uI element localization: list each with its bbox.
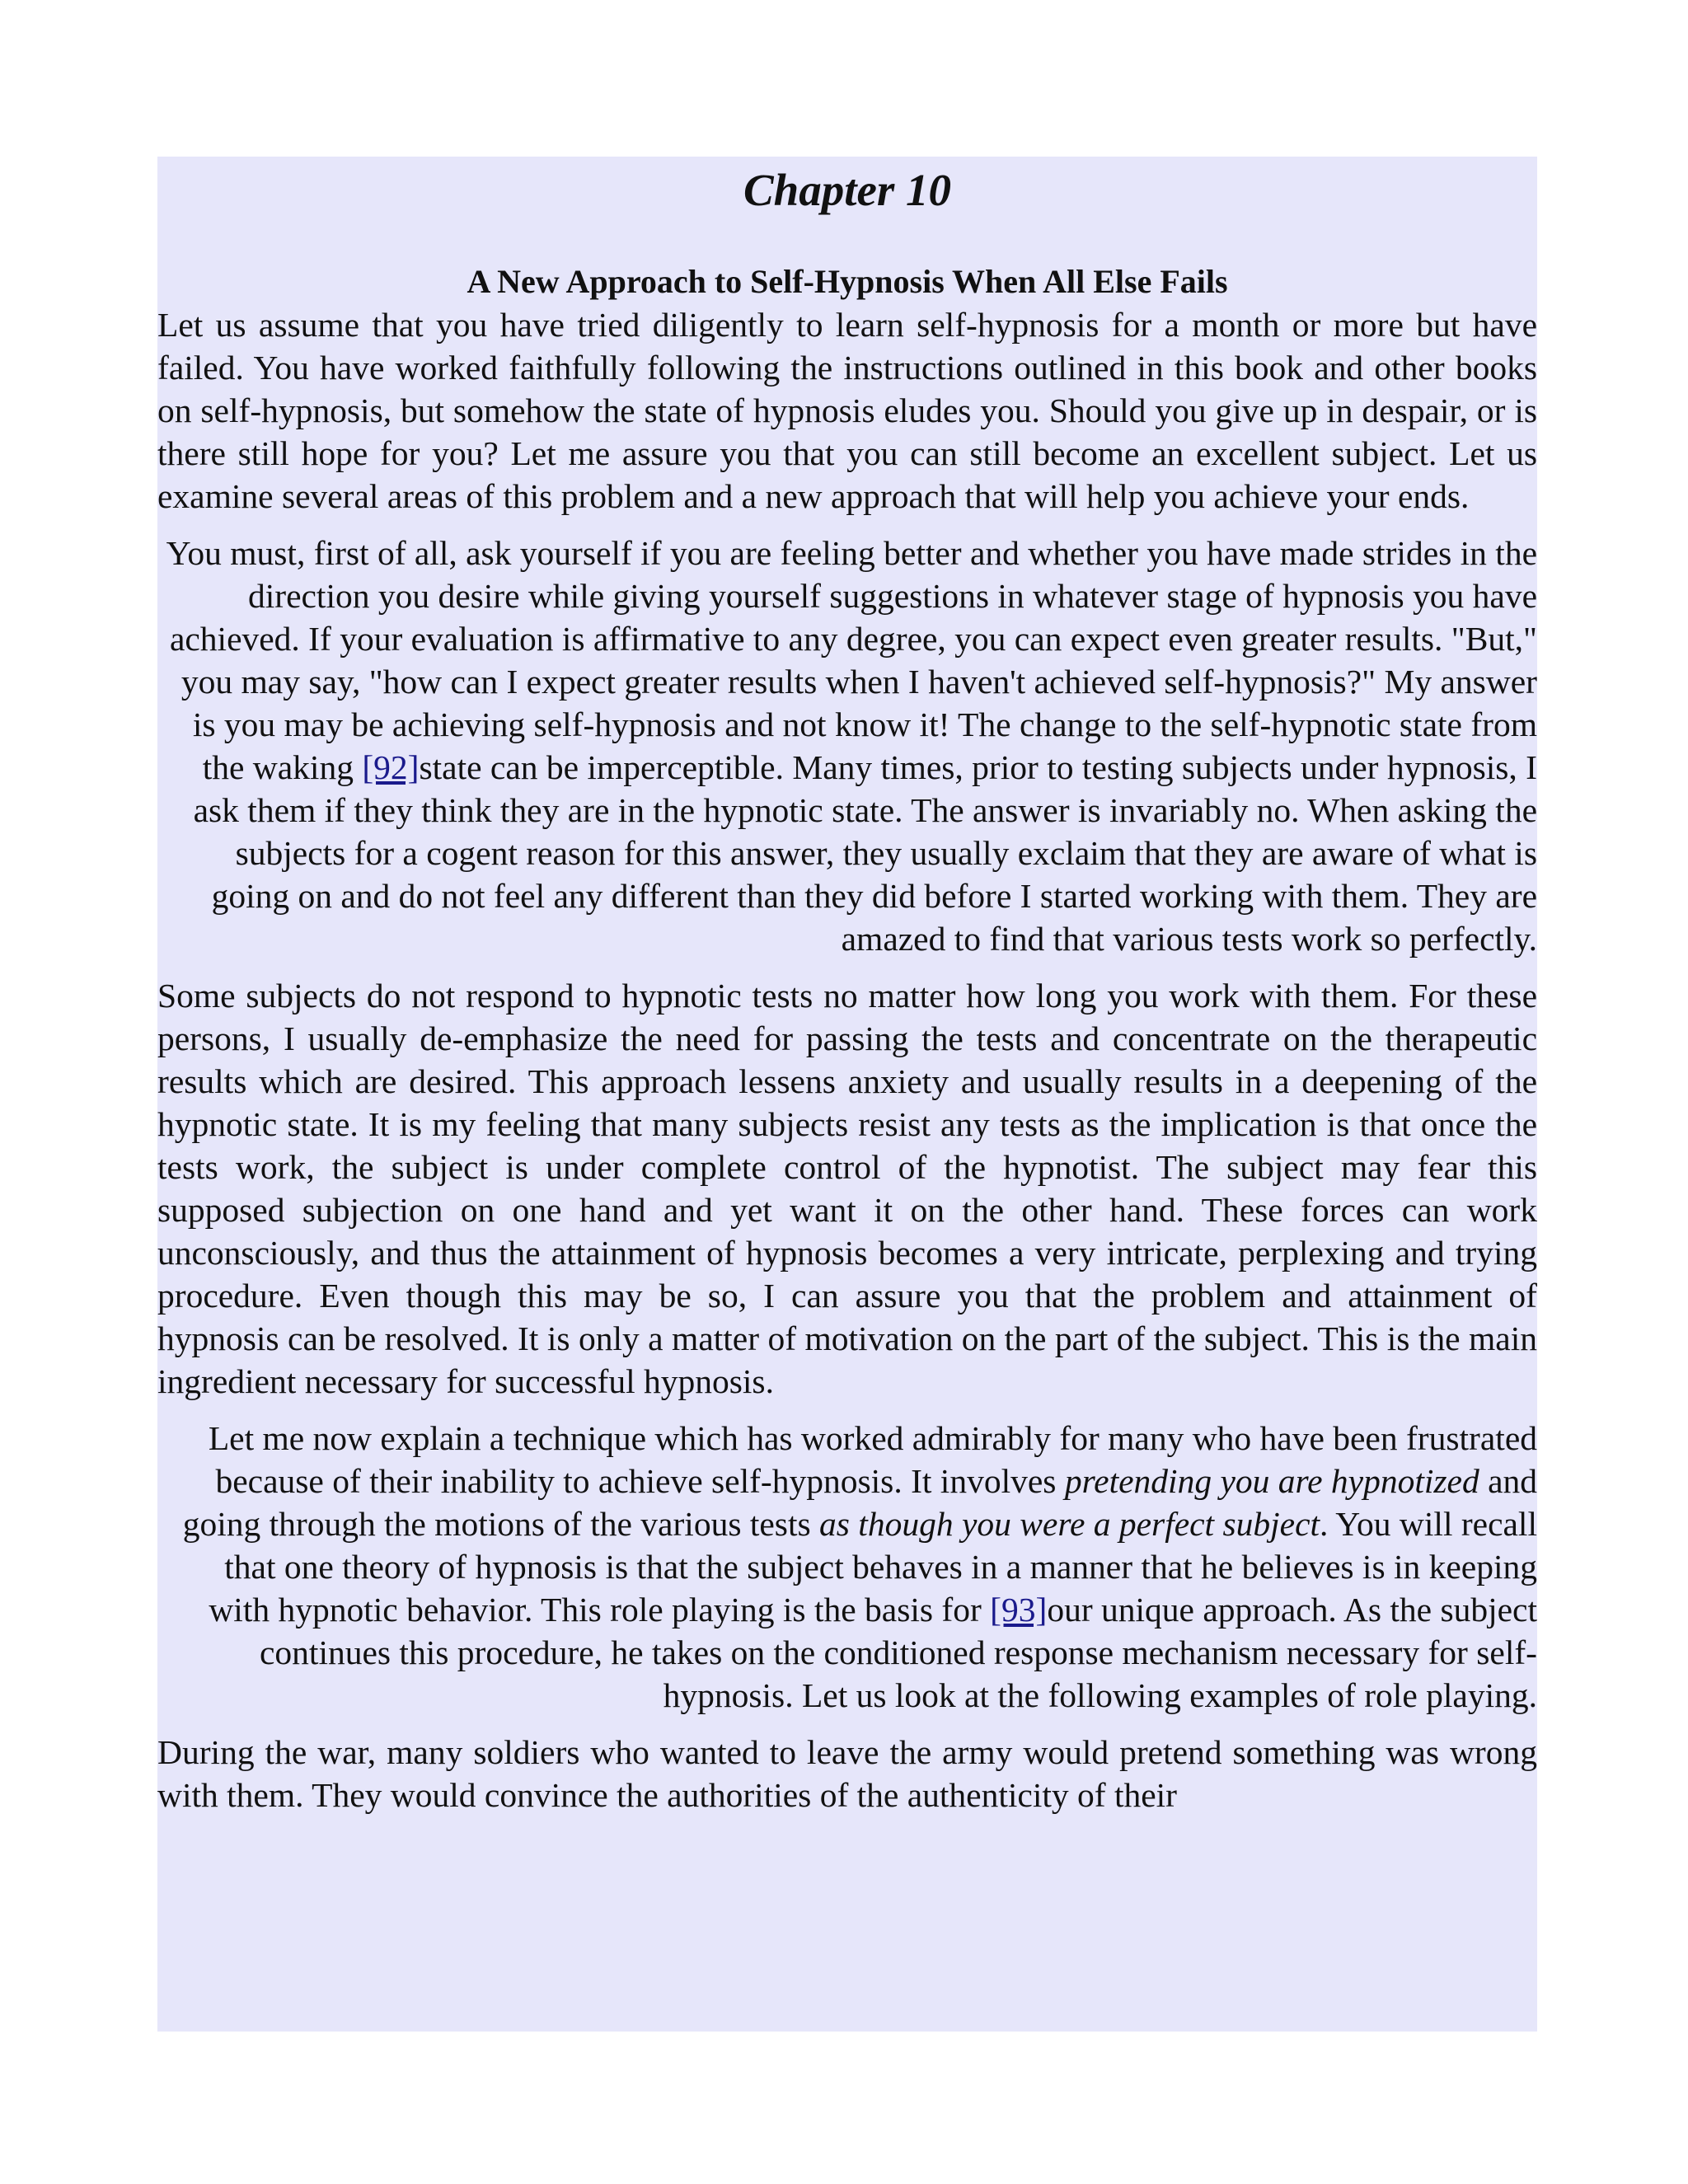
paragraph-4-emphasis-2: as though you were a perfect subject [819, 1505, 1320, 1543]
paragraph-2-text-a: You must, first of all, ask yourself if you are feeling better and whether you have made strides in the direction you desire while giving yourself suggestions in whatever stage of hypnosis you have achieved. If your evaluation is affirmative to any degree, you can expect even greater results. "But," you may say, "how can I expect greater results when I haven't achieved self-hypnosis?" My answer is you may be achieving self-hypnosis and not know it! The change to the self-hypnotic state from the waking [166, 534, 1537, 786]
paragraph-2-text-b: state can be imperceptible. Many times, prior to testing subjects under hypnosis, I ask them if they think they are in the hypnotic state. The answer is invariably no. When asking the subjects for a cogent reason for this answer, they usually exclaim that they are aware of what is going on and do not feel any different than they did before I started working with them. They are amazed to find that various tests work so perfectly. [193, 748, 1537, 958]
page-ref-92-link[interactable]: [92] [362, 748, 420, 786]
paragraph-3: Some subjects do not respond to hypnotic tests no matter how long you work with them. For these persons, I usually de-emphasize the need for passing the tests and concentrate on the therapeutic results which are desired. This approach lessens anxiety and usually results in a deepening of the hypnotic state. It is my feeling that many subjects resist any tests as the implication is that once the tests work, the subject is under complete control of the hypnotist. The subject may fear this supposed subjection on one hand and yet want it on the other hand. These forces can work unconsciously, and thus the attainment of hypnosis becomes a very intricate, perplexing and trying procedure. Even though this may be so, I can assure you that the problem and attainment of hypnosis can be resolved. It is only a matter of motivation on the part of the subject. This is the main ingredient necessary for successful hypnosis. [157, 977, 1537, 1400]
paragraph-4-text-c: . You will recall that one theory of hypnosis is that the subject behaves in a manner that he believes is in keeping with hypnotic behavior. This role playing is the basis for [209, 1505, 1537, 1629]
page-ref-93-link[interactable]: [93] [990, 1591, 1048, 1629]
paragraph-5: During the war, many soldiers who wanted to leave the army would pretend something was wrong with them. They would convince the authorities of the authenticity of their [157, 1733, 1537, 1814]
paragraph-4-text-a: Let me now explain a technique which has worked admirably for many who have been frustrated because of their inability to achieve self-hypnosis. It involves [208, 1419, 1537, 1500]
paragraph-4-text-b: and going through the motions of the various tests [182, 1462, 1537, 1543]
chapter-subtitle: A New Approach to Self-Hypnosis When All Else Fails [467, 263, 1228, 300]
paragraph-4-text-d: our unique approach. As the subject continues this procedure, he takes on the conditioned response mechanism necessary for self-hypnosis. Let us look at the following examples of role playing. [260, 1591, 1537, 1714]
paragraph-2 [157, 532, 1537, 960]
chapter-title: Chapter 10 [743, 165, 952, 215]
book-page [157, 157, 1537, 2032]
paragraph-4-emphasis-1: pretending you are hypnotized [1064, 1462, 1479, 1500]
paragraph-1: Let us assume that you have tried diligently to learn self-hypnosis for a month or more but have failed. You have worked faithfully following the instructions outlined in this book and other books on self-hypnosis, but somehow the state of hypnosis eludes you. Should you give up in despair, or is there still hope for you? Let me assure you that you can still become an excellent subject. Let us examine several areas of this problem and a new approach that will help you achieve your ends. [157, 306, 1537, 515]
paragraph-4 [157, 1417, 1537, 1717]
